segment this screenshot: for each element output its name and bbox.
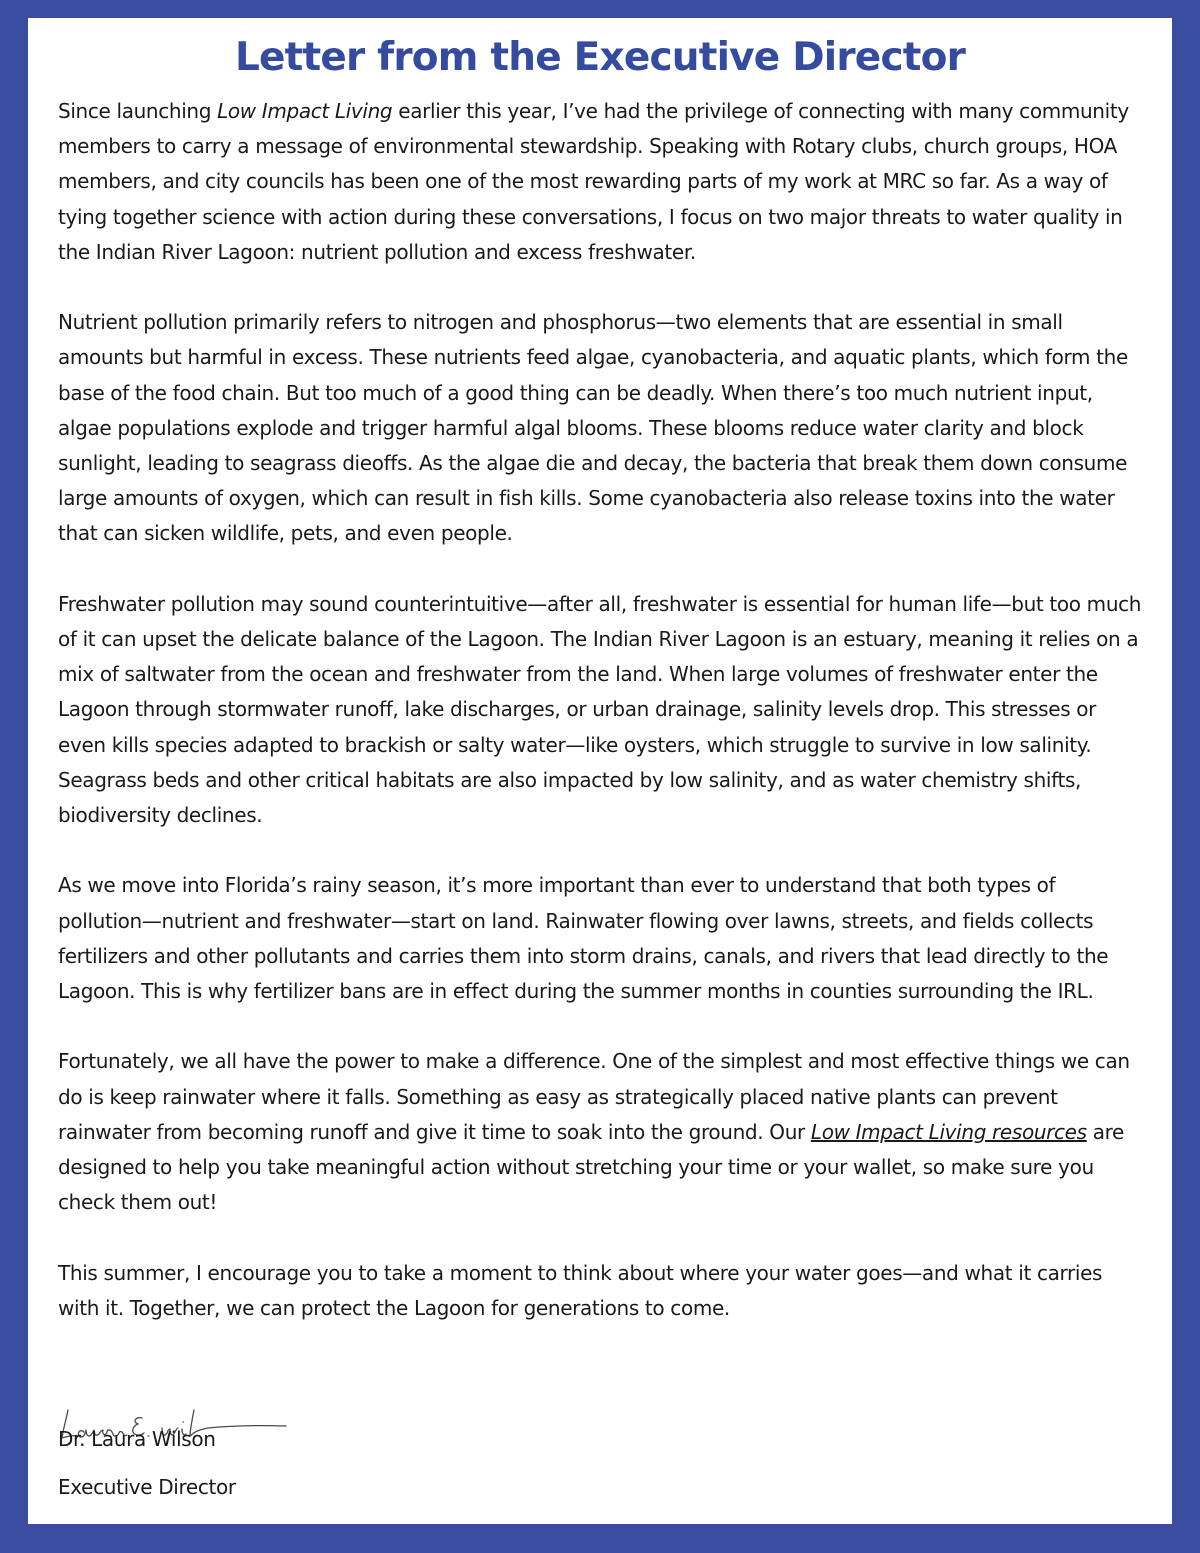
signer-title: Executive Director	[58, 1475, 236, 1499]
page-title: Letter from the Executive Director	[234, 35, 966, 80]
letter-body	[58, 94, 1144, 1361]
paragraph-intro: Since launching Low Impact Living earlier this year, I’ve had the privilege of connecting with many community members to carry a message of environmental stewardship. Speaking with Rotary clubs, church groups, HOA members, and city councils has been one of the most rewarding parts of my work at MRC so far. As a way of tying together science with action during these conversations, I focus on two major threats to water quality in the Indian River Lagoon: nutrient pollution and excess freshwater.	[58, 99, 1129, 264]
paragraph-closing: This summer, I encourage you to take a moment to think about where your water goes—and what it carries with it. Together, we can protect the Lagoon for generations to come.	[58, 1260, 1103, 1320]
paragraph-rainy-season: As we move into Florida’s rainy season, it’s more important than ever to understand that both types of pollution—nutrient and freshwater—start on land. Rainwater flowing over lawns, streets, and fields collects fertilizers and other pollutants and carries them into storm drains, canals, and rivers that lead directly to the Lagoon. This is why fertilizer bans are in effect during the summer months in counties surrounding the IRL.	[58, 873, 1109, 1004]
program-name: Low Impact Living	[217, 99, 393, 123]
paragraph-make-a-difference: Fortunately, we all have the power to make a difference. One of the simplest and most effective things we can do is keep rainwater where it falls. Something as easy as strategically placed native plants can prevent rainwater from becoming runoff and give it time to soak into the ground. Our Low Impact Living resources are designed to help you take meaningful action without stretching your time or your wallet, so make sure you check them out!	[58, 1049, 1130, 1215]
signer-name: Dr. Laura Wilson	[58, 1427, 216, 1451]
paragraph-freshwater-pollution: Freshwater pollution may sound counterintuitive—after all, freshwater is essential for human life—but too much of it can upset the delicate balance of the Lagoon. The Indian River Lagoon is an estuary, meaning it relies on a mix of saltwater from the ocean and freshwater from the land. When large volumes of freshwater enter the Lagoon through stormwater runoff, lake discharges, or urban drainage, salinity levels drop. This stresses or even kills species adapted to brackish or salty water—like oysters, which struggle to survive in low salinity. Seagrass beds and other critical habitats are also impacted by low salinity, and as water chemistry shifts, biodiversity declines.	[58, 591, 1142, 828]
letter-page	[28, 18, 1172, 1524]
paragraph-nutrient-pollution: Nutrient pollution primarily refers to nitrogen and phosphorus—two elements that are essential in small amounts but harmful in excess. These nutrients feed algae, cyanobacteria, and aquatic plants, which form the base of the food chain. But too much of a good thing can be deadly. When there’s too much nutrient input, algae populations explode and trigger harmful algal blooms. These blooms reduce water clarity and block sunlight, leading to seagrass dieoffs. As the algae die and decay, the bacteria that break them down consume large amounts of oxygen, which can result in fish kills. Some cyanobacteria also release toxins into the water that can sicken wildlife, pets, and even people.	[58, 310, 1128, 546]
low-impact-living-resources-link[interactable]: Low Impact Living resources	[810, 1119, 1087, 1144]
